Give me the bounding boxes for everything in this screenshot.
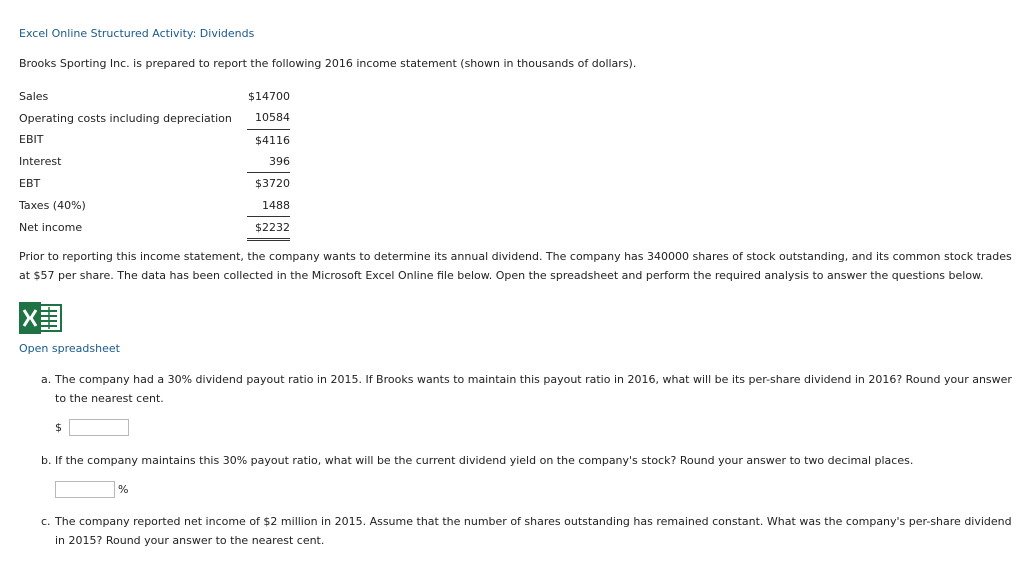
question-c-text-cont: in 2015? Round your answer to the nearest cent. xyxy=(55,534,325,547)
row-label-operating-costs: Operating costs including depreciation xyxy=(19,111,232,125)
question-a-letter: a. xyxy=(41,373,52,386)
row-value-ebit: $4116 xyxy=(255,133,290,147)
table-row xyxy=(19,194,290,216)
row-label-sales: Sales xyxy=(19,90,49,104)
answer-a-input[interactable] xyxy=(69,419,129,436)
row-label-taxes: Taxes (40%) xyxy=(19,198,86,212)
excel-icon[interactable] xyxy=(19,302,63,334)
answer-b-input[interactable] xyxy=(55,481,115,498)
row-value-ebt: $3720 xyxy=(255,177,290,191)
row-label-ebit: EBIT xyxy=(19,133,44,147)
question-b-text: If the company maintains this 30% payout ratio, what will be the current dividend yield on the company's stock? Round your answer to two decimal places. xyxy=(55,454,914,467)
question-c-text: The company reported net income of $2 million in 2015. Assume that the number of shares outstanding has remained constant. What was the company's per-share dividend xyxy=(55,515,1012,528)
table-row xyxy=(19,151,290,173)
row-value-sales: $14700 xyxy=(248,90,290,104)
question-c-letter: c. xyxy=(41,515,51,528)
intro-text: Brooks Sporting Inc. is prepared to report the following 2016 income statement (shown in thousands of dollars). xyxy=(19,57,637,70)
question-b xyxy=(41,451,1019,470)
question-a xyxy=(41,370,1019,408)
row-label-ebt: EBT xyxy=(19,177,41,191)
table-row xyxy=(19,129,290,151)
open-spreadsheet-link[interactable]: Open spreadsheet xyxy=(19,342,120,355)
question-c xyxy=(41,512,1019,550)
currency-symbol: $ xyxy=(55,421,62,434)
answer-a xyxy=(55,419,129,436)
income-statement-table xyxy=(19,86,290,241)
row-value-net-income: $2232 xyxy=(247,216,290,239)
row-value-interest: 396 xyxy=(247,151,290,173)
row-value-operating-costs: 10584 xyxy=(247,107,290,129)
table-row xyxy=(19,216,290,239)
question-a-text-cont: to the nearest cent. xyxy=(55,392,164,405)
page-title: Excel Online Structured Activity: Dividends xyxy=(19,27,255,40)
row-label-interest: Interest xyxy=(19,155,62,169)
answer-b xyxy=(55,481,128,498)
percent-symbol: % xyxy=(118,483,129,496)
description-paragraph: Prior to reporting this income statement, the company wants to determine its annual dividend. The company has 340000 shares of stock outstanding, and its common stock trades at $57 per share. The data has been collected in the Microsoft Excel Online file below. Open the spreadsheet and perform the required analysis to answer the questions below. xyxy=(19,250,1012,282)
question-a-text: The company had a 30% dividend payout ratio in 2015. If Brooks wants to maintain this payout ratio in 2016, what will be its per-share dividend in 2016? Round your answer xyxy=(55,373,1012,386)
table-row xyxy=(19,86,290,107)
row-label-net-income: Net income xyxy=(19,221,83,235)
row-value-taxes: 1488 xyxy=(247,194,290,216)
table-row xyxy=(19,173,290,195)
question-b-letter: b. xyxy=(41,454,52,467)
table-row xyxy=(19,107,290,129)
